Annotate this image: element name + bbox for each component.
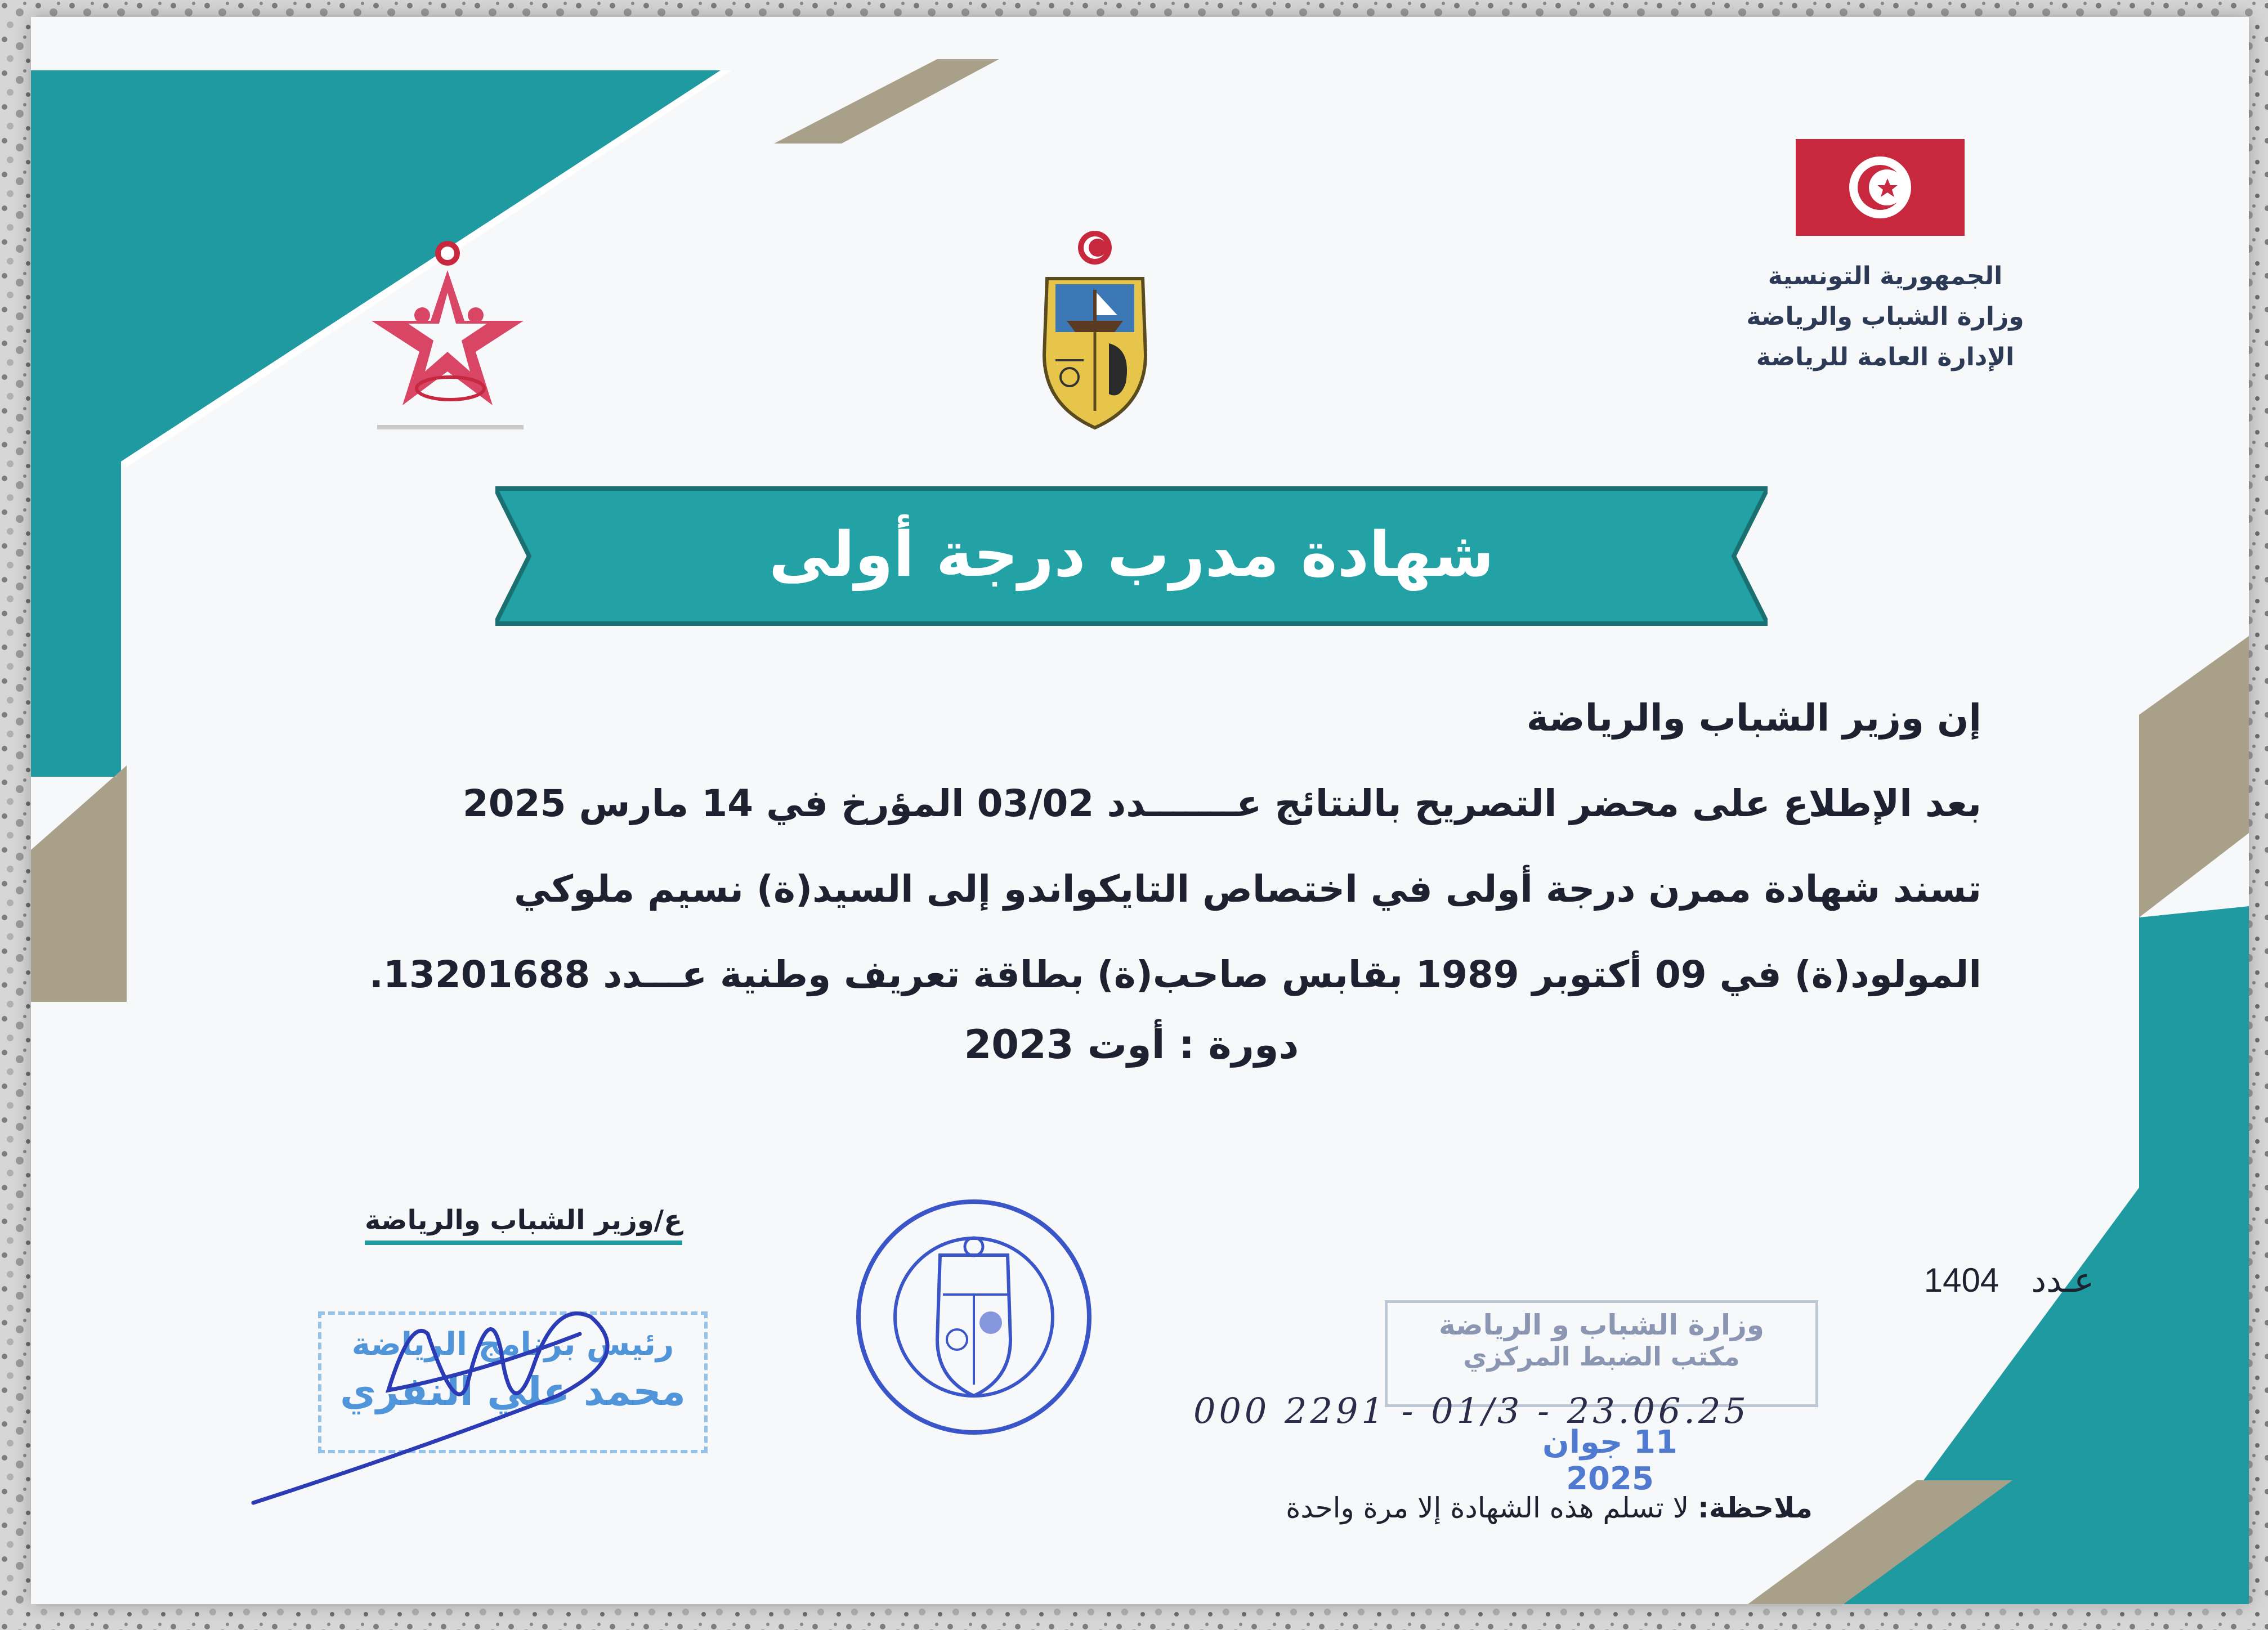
ministry-header <box>1728 256 2043 378</box>
directorate-name: الإدارة العامة للرياضة <box>1756 343 2015 371</box>
tunisia-flag-icon <box>1796 139 1965 236</box>
document-number <box>1858 1261 2094 1300</box>
body-line-4: المولود(ة) في 09 أكتوبر 1989 بقابس صاحب(ة) بطاقة تعريف وطنية عـــدد 13201688. <box>369 953 1981 996</box>
signature-block <box>326 1204 721 1245</box>
registry-office: مكتب الضبط المركزي <box>1463 1341 1740 1372</box>
intro-line: إن وزير الشباب والرياضة <box>1526 696 1981 740</box>
number-label: عـدد <box>2031 1261 2094 1299</box>
signatory-title: ع/وزير الشباب والرياضة <box>365 1204 682 1245</box>
body-line-3: تسند شهادة ممرن درجة أولى في اختصاص التايكواندو إلى السيد(ة) نسيم ملوكي <box>513 867 1981 911</box>
registry-ministry: وزارة الشباب و الرياضة <box>1438 1309 1765 1341</box>
signatory-role: رئيس برنامج الرياضة <box>351 1326 674 1363</box>
note <box>1182 1492 1813 1524</box>
note-label: ملاحظة: <box>1698 1492 1813 1524</box>
republic-name: الجمهورية التونسية <box>1768 262 2003 290</box>
signatory-name: محمد علي النفزي <box>339 1368 686 1414</box>
certificate-title: شهادة مدرب درجة أولى <box>768 518 1495 590</box>
star-logo-icon <box>355 231 546 439</box>
official-seal-icon <box>850 1193 1098 1441</box>
body-line-2: بعد الإطلاع على محضر التصريح بالنتائج عـــــــدد 03/02 المؤرخ في 14 مارس 2025 <box>462 782 1981 825</box>
ministry-name: وزارة الشباب والرياضة <box>1746 302 2024 331</box>
date-stamp: 11 جوان 2025 <box>1542 1424 1677 1497</box>
coat-of-arms-icon <box>1025 225 1165 433</box>
handwritten-reference: 000 2291 - 01/3 - 23.06.25 <box>1193 1390 1750 1431</box>
handwritten-signature <box>242 1250 749 1520</box>
session-line: دورة : أوت 2023 <box>964 1022 1299 1068</box>
note-text: لا تسلم هذه الشهادة إلا مرة واحدة <box>1286 1492 1689 1524</box>
number-value: 1404 <box>1923 1261 1999 1299</box>
certificate-body <box>236 675 1981 1018</box>
